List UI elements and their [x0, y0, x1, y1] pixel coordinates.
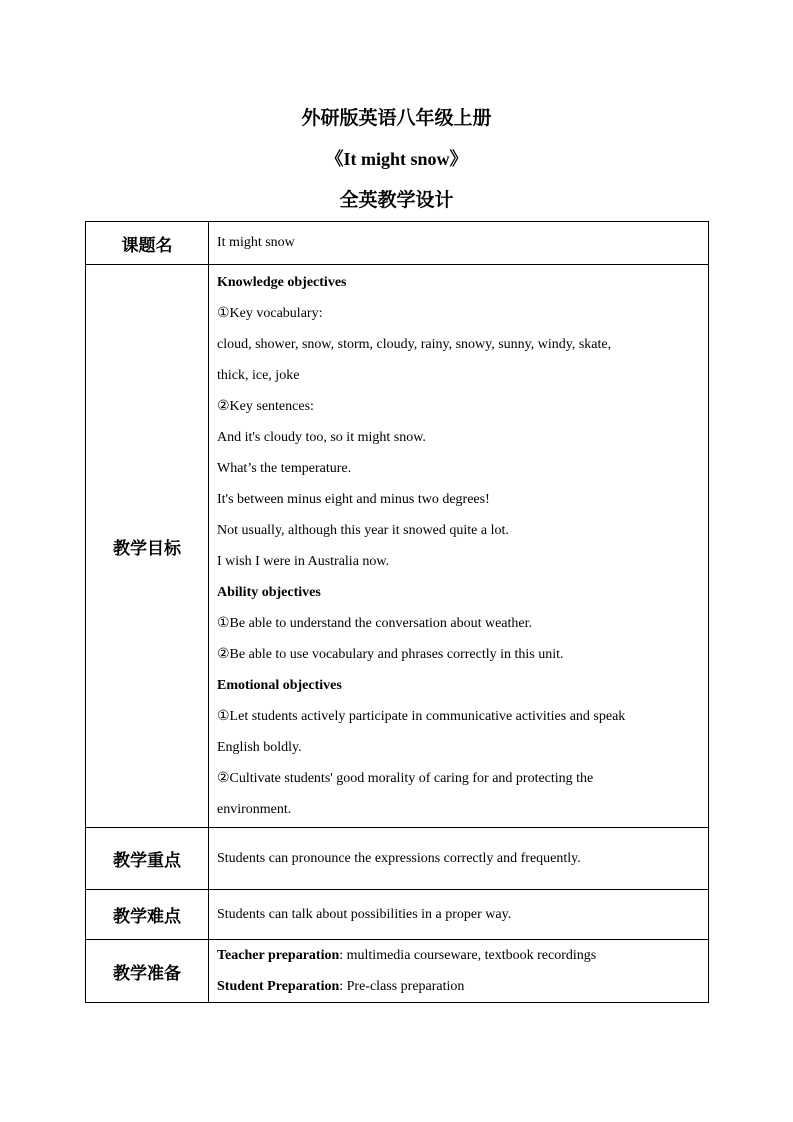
preparation-row — [86, 940, 709, 1003]
objective-line: English boldly. — [217, 740, 302, 755]
objective-line: ①Key vocabulary: — [217, 306, 323, 321]
difficulties-row — [86, 890, 709, 940]
preparation-content — [209, 940, 709, 1003]
objective-line: ②Be able to use vocabulary and phrases correctly in this unit. — [217, 647, 564, 662]
student-prep-line — [217, 971, 702, 1002]
objective-line: ①Be able to understand the conversation about weather. — [217, 616, 533, 631]
objective-line: ②Key sentences: — [217, 399, 314, 414]
objective-line: What’s the temperature. — [217, 461, 352, 476]
topic-row — [86, 222, 709, 265]
key-points-value: Students can pronounce the expressions correctly and frequently. — [209, 828, 709, 890]
lesson-plan-table — [85, 221, 709, 1003]
objective-heading: Knowledge objectives — [217, 275, 347, 290]
objectives-content — [209, 265, 709, 828]
teacher-prep-value: : multimedia courseware, textbook recordings — [339, 948, 597, 963]
objective-line: ①Let students actively participate in communicative activities and speak — [217, 709, 626, 724]
topic-label: 课题名 — [86, 222, 209, 265]
objective-line: thick, ice, joke — [217, 368, 300, 383]
teacher-prep-label: Teacher preparation — [217, 948, 340, 963]
key-points-row — [86, 828, 709, 890]
key-points-label: 教学重点 — [86, 828, 209, 890]
difficulties-value: Students can talk about possibilities in a proper way. — [209, 890, 709, 940]
objective-heading: Emotional objectives — [217, 678, 342, 693]
preparation-label: 教学准备 — [86, 940, 209, 1003]
objectives-list — [217, 267, 702, 825]
teacher-prep-line — [217, 940, 702, 971]
objective-line: environment. — [217, 802, 292, 817]
objective-line: cloud, shower, snow, storm, cloudy, rainy, snowy, sunny, windy, skate, — [217, 337, 612, 352]
difficulties-label: 教学难点 — [86, 890, 209, 940]
objective-line: ②Cultivate students' good morality of caring for and protecting the — [217, 771, 594, 786]
objective-line: Not usually, although this year it snowed quite a lot. — [217, 523, 509, 538]
objective-heading: Ability objectives — [217, 585, 321, 600]
objective-line: And it's cloudy too, so it might snow. — [217, 430, 426, 445]
objectives-label: 教学目标 — [86, 265, 209, 828]
student-prep-label: Student Preparation — [217, 979, 340, 994]
document-subtitle: 全英教学设计 — [339, 189, 454, 211]
objective-line: I wish I were in Australia now. — [217, 554, 390, 569]
objectives-row — [86, 265, 709, 828]
lesson-title: 《It might snow》 — [325, 149, 468, 169]
student-prep-value: : Pre-class preparation — [339, 979, 465, 994]
document-title: 外研版英语八年级上册 — [301, 107, 492, 129]
topic-value: It might snow — [209, 222, 709, 265]
objective-line: It's between minus eight and minus two degrees! — [217, 492, 490, 507]
